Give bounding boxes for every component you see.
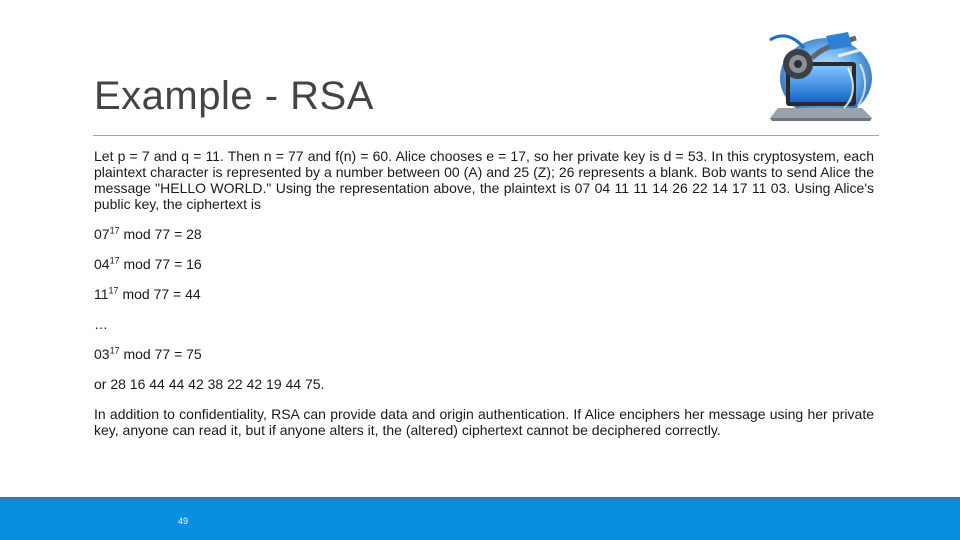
- formula-line: [94, 286, 874, 302]
- formula-line: [94, 256, 874, 272]
- formula-result: mod 77 = 28: [119, 226, 202, 242]
- formula-exponent: 17: [109, 225, 120, 236]
- formula-base: 07: [94, 226, 110, 242]
- formula-base: 04: [94, 256, 110, 272]
- slide-body: [94, 148, 874, 438]
- network-laptop-icon: [764, 28, 880, 124]
- formula-result: mod 77 = 75: [119, 346, 202, 362]
- formula-result: mod 77 = 16: [119, 256, 202, 272]
- conclusion-paragraph: In addition to confidentiality, RSA can provide data and origin authentication. If Alice enciphers her message using her private key, anyone can read it, but if anyone alters it, the (altered) ciphertext cannot be deciphered correctly.: [94, 406, 874, 438]
- footer-bar: [0, 501, 960, 540]
- formula-exponent: 17: [109, 345, 120, 356]
- formula-base: 03: [94, 346, 110, 362]
- title-divider: [93, 135, 879, 136]
- slide-title: Example - RSA: [94, 74, 374, 118]
- formula-base: 11: [94, 286, 109, 302]
- formula-line: [94, 226, 874, 242]
- formula-exponent: 17: [109, 255, 120, 266]
- formula-exponent: 17: [108, 285, 119, 296]
- intro-paragraph: Let p = 7 and q = 11. Then n = 77 and f(n) = 60. Alice chooses e = 17, so her private key is d = 53. In this cryptosystem, each plaintext character is represented by a number between 00 (A) and 25 (Z); 26 represents a blank. Bob wants to send Alice the message "HELLO WORLD." Using the representation above, the plaintext is 07 04 11 11 14 26 22 14 17 11 03. Using Alice's public key, the ciphertext is: [94, 148, 874, 212]
- ellipsis-line: …: [94, 316, 108, 332]
- ciphertext-result: or 28 16 44 44 42 38 22 42 19 44 75.: [94, 376, 325, 392]
- formula-line: [94, 346, 874, 362]
- formula-result: mod 77 = 44: [118, 286, 201, 302]
- page-number: 49: [178, 516, 189, 526]
- ciphertext-computations: [94, 226, 874, 392]
